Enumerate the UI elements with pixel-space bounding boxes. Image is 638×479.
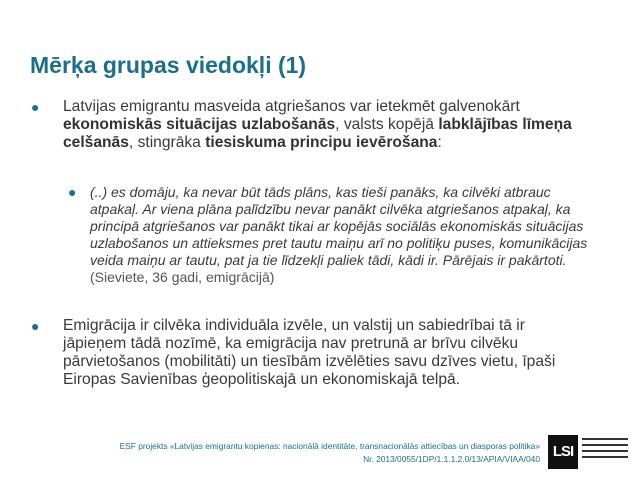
bullet-2	[31, 317, 588, 389]
bullet-1-bold-c: tiesiskuma principu ievērošana	[205, 134, 438, 151]
bullet-1-bold-b: labklājības līmeņa celšanās	[63, 116, 572, 151]
footer-number: Nr. 2013/0055/1DP/1.1.1.2.0/13/APIA/VIAA/040	[363, 454, 540, 464]
sub-bullet-dot-icon: ●	[68, 184, 77, 200]
bullet-1-text-c: , stingrāka	[128, 134, 206, 151]
bullet-1-text-b: , valsts kopējā	[335, 116, 439, 133]
bullet-dot-icon: ●	[31, 99, 40, 115]
quote-source: (Sieviete, 36 gadi, emigrācijā)	[90, 269, 275, 285]
bullet-1-bold-a: ekonomiskās situācijas uzlabošanās	[63, 116, 336, 133]
sub-bullet-quote	[70, 184, 590, 286]
footer-project: ESF projekts «Latvijas emigrantu kopienas: nacionālā identitāte, transnacionālās attiecības un diasporas politika»	[119, 441, 540, 451]
bullet-2-text: Emigrācija ir cilvēka individuāla izvēle, un valstij un sabiedrībai tā ir jāpieņem tādā nozīmē, ka emigrācija nav pretrunā ar brīvu cilvēku pārvietošanos (mobilitāti) un tiesībām izvēlēties savu dzīves vietu, īpaši Eiropas Savienības ģeopolitiskajā un ekonomiskajā telpā.	[63, 317, 556, 388]
bullet-1	[31, 98, 588, 152]
bullet-1-text-d: :	[437, 134, 442, 151]
logo-lines	[582, 438, 628, 462]
footer	[100, 440, 540, 466]
bullet-1-text-a: Latvijas emigrantu masveida atgriešanos var ietekmēt galvenokārt	[63, 98, 520, 115]
slide-title: Mērķa grupas viedokļi (1)	[30, 52, 307, 78]
logo-mark: LSI	[548, 435, 578, 469]
bullet-dot-icon: ●	[31, 318, 40, 334]
institute-logo	[548, 435, 632, 469]
quote-text: (..) es domāju, ka nevar būt tāds plāns, kas tieši panāks, ka cilvēki atbrauc atpakaļ. Ar viena plāna palīdzību nevar panākt cilvēka atgriešanos atpakaļ, ka principā atgriešanos var panākt tikai ar kopējās sociālās ekonomiskās situācijas uzlabošanos un attieksmes pret tautu maiņu arī no politiķu puses, komunikācijas veida maiņu ar tautu, pat ja tie līdzekļi paliek tādi, kādi ir. Pārējais ir pakārtoti.	[90, 184, 588, 268]
